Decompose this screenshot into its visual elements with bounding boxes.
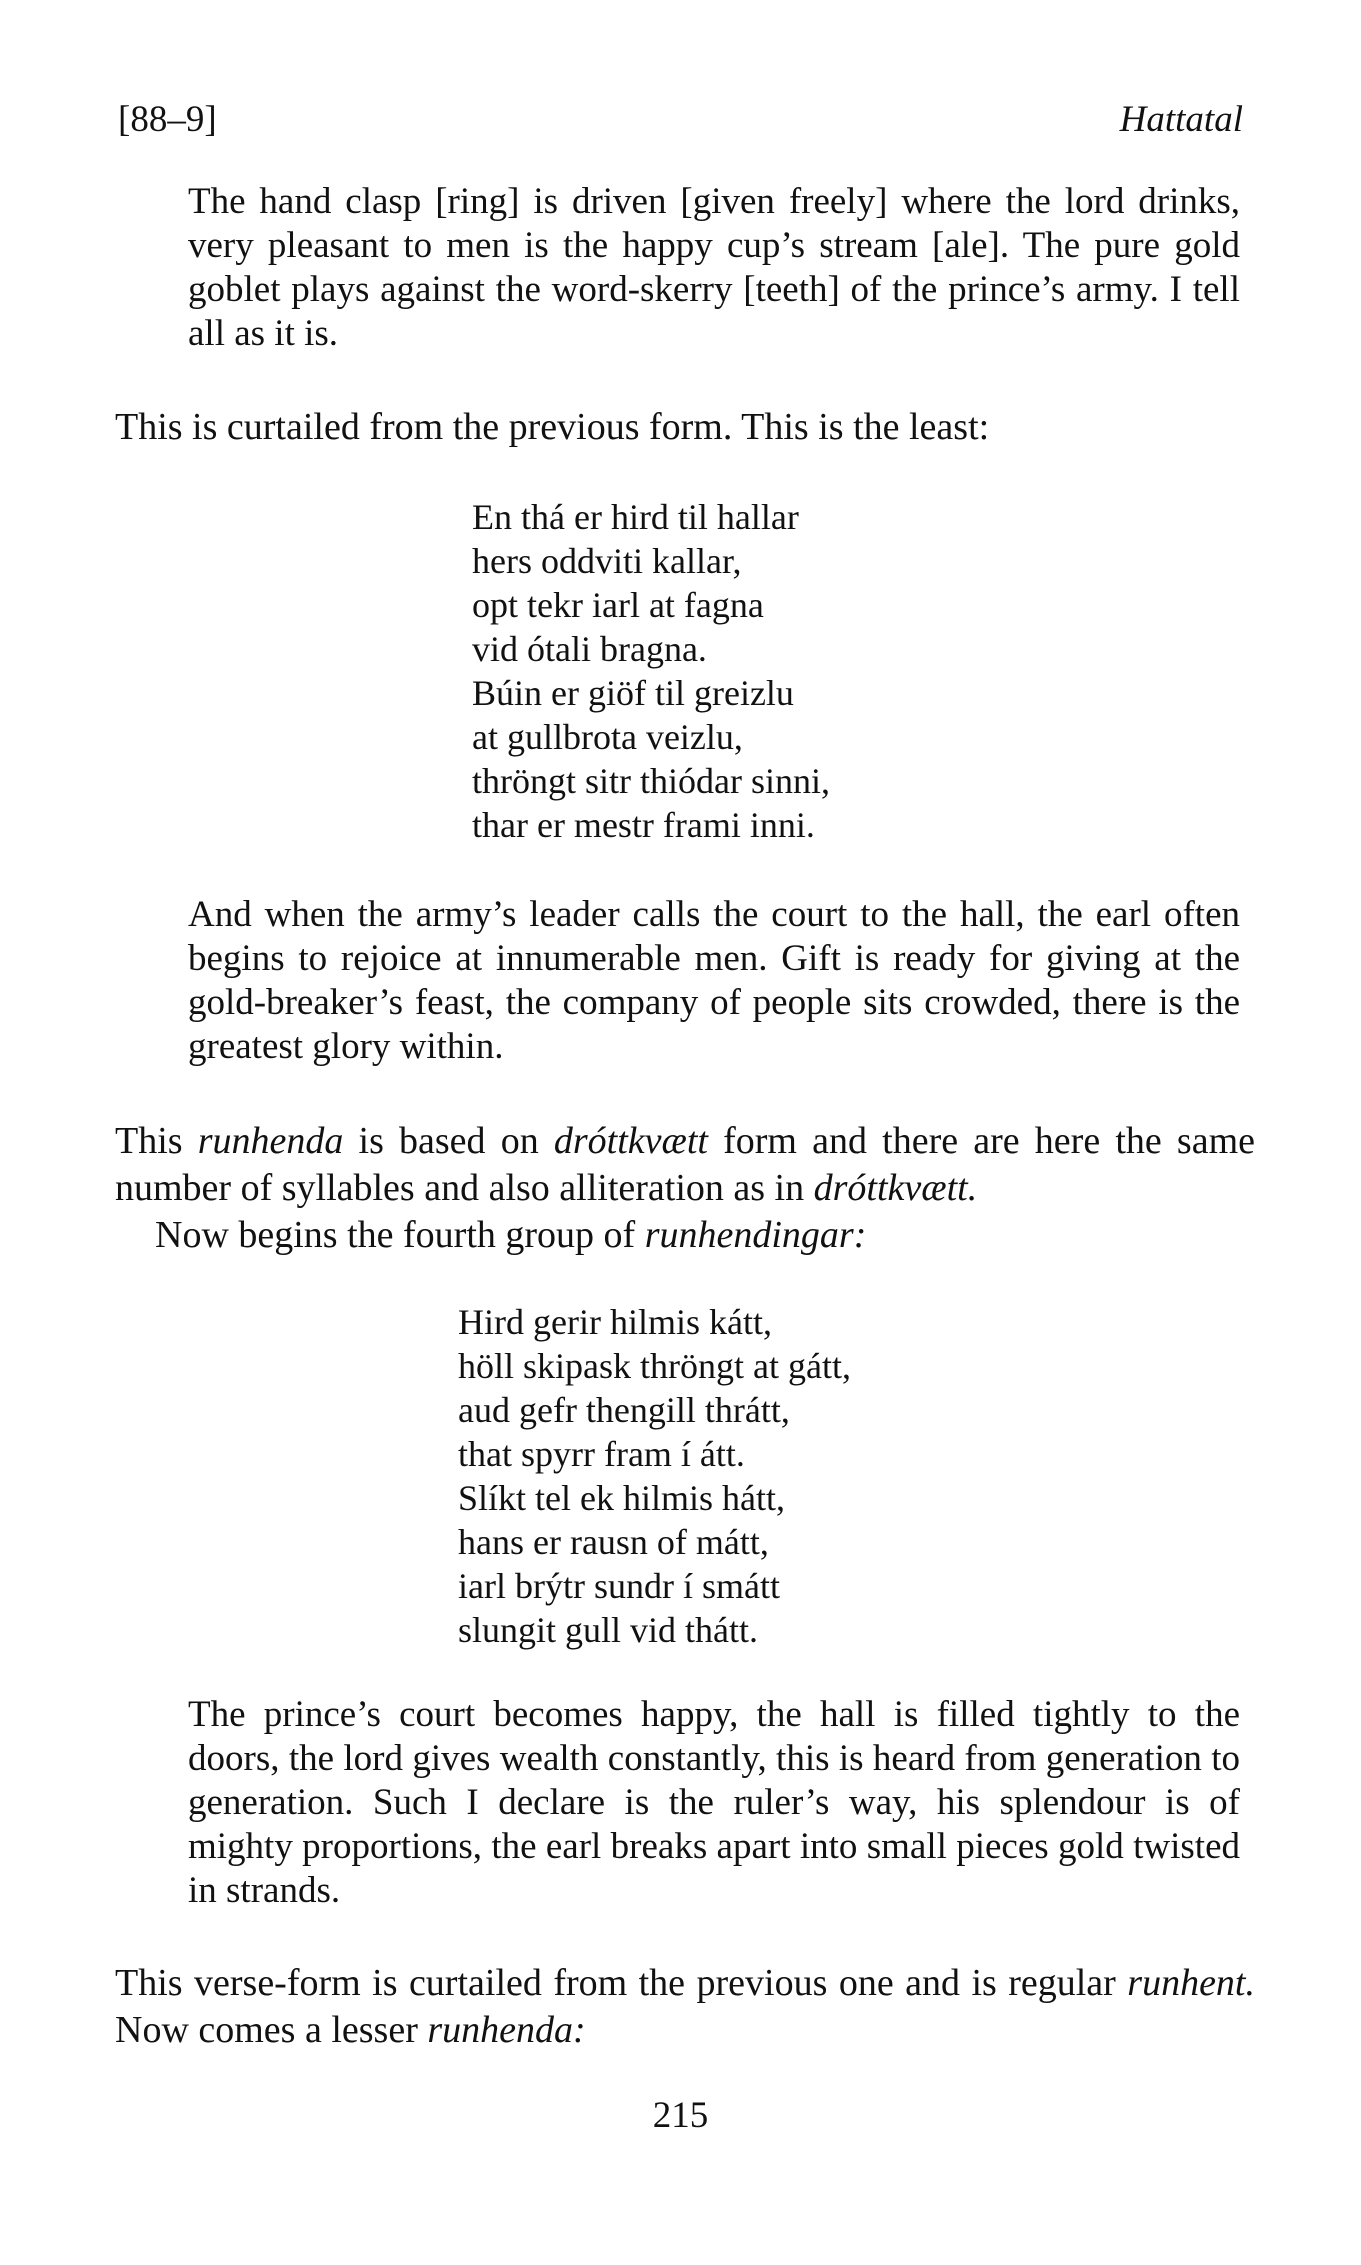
italic-term: dróttkvætt <box>553 1120 708 1162</box>
running-title: Hattatal <box>1119 99 1243 140</box>
verse-line: vid ótali bragna. <box>472 629 707 669</box>
verse-stanza-2 <box>458 1300 851 1652</box>
verse-line: opt tekr iarl at fagna <box>472 585 764 625</box>
italic-term: runhenda: <box>427 2009 586 2051</box>
running-head <box>118 98 1243 146</box>
prose-text: Now comes a lesser <box>115 2009 428 2051</box>
verse-line: thar er mestr frami inni. <box>472 805 815 845</box>
verse-line: slungit gull vid thátt. <box>458 1610 759 1650</box>
verse-line: iarl brýtr sundr í smátt <box>458 1566 780 1606</box>
verse-line: Hird gerir hilmis kátt, <box>458 1302 772 1342</box>
verse-line: aud gefr thengill thrátt, <box>458 1390 790 1430</box>
italic-term: runhendingar: <box>644 1214 867 1256</box>
prose-text: is based on <box>343 1120 554 1162</box>
prose-text: form and there are here the same number of syllables and also alliteration as in <box>115 1120 1255 1209</box>
prose-paragraph-1: This is curtailed from the previous form. This is the least: <box>115 406 990 448</box>
prose-paragraph-4 <box>115 1960 1255 2054</box>
prose-text: This <box>115 1120 198 1162</box>
stanza-translation-1: The hand clasp [ring] is driven [given freely] where the lord drinks, very pleasant to men is the happy cup’s stream [ale]. The pure gold goblet plays against the word-skerry [teeth] of the prince’s army. I tell all as it is. <box>188 181 1240 354</box>
verse-translation-2: The prince’s court becomes happy, the hall is filled tightly to the doors, the lord gives wealth constantly, this is heard from generation to generation. Such I declare is the ruler’s way, his splendour is of mighty proportions, the earl breaks apart into small pieces gold twisted in strands. <box>188 1694 1240 1911</box>
verse-line: hans er rausn of mátt, <box>458 1522 769 1562</box>
verse-line: thröngt sitr thiódar sinni, <box>472 761 830 801</box>
prose-paragraph-2 <box>115 1118 1255 1212</box>
verse-line: Slíkt tel ek hilmis hátt, <box>458 1478 785 1518</box>
verse-line: that spyrr fram í átt. <box>458 1434 745 1474</box>
verse-stanza-1 <box>472 495 830 847</box>
verse-line: höll skipask thröngt at gátt, <box>458 1346 851 1386</box>
verse-line: En thá er hird til hallar <box>472 497 799 537</box>
verse-line: at gullbrota veizlu, <box>472 717 743 757</box>
verse-line: hers oddviti kallar, <box>472 541 742 581</box>
prose-paragraph-3 <box>115 1212 1255 1259</box>
prose-text: Now begins the fourth group of <box>155 1214 645 1256</box>
prose-text: This verse-form is curtailed from the previous one and is regular <box>115 1962 1128 2004</box>
italic-term: dróttkvætt. <box>813 1167 978 1209</box>
italic-term: runhent. <box>1127 1962 1255 2004</box>
page-number: 215 <box>652 2095 709 2136</box>
verse-translation-1: And when the army’s leader calls the court to the hall, the earl often begins to rejoice at innumerable men. Gift is ready for giving at the gold-breaker’s feast, the company of people sits crowded, there is the greatest glory within. <box>188 894 1240 1067</box>
verse-line: Búin er giöf til greizlu <box>472 673 794 713</box>
italic-term: runhenda <box>197 1120 344 1162</box>
section-reference: [88–9] <box>118 99 217 140</box>
